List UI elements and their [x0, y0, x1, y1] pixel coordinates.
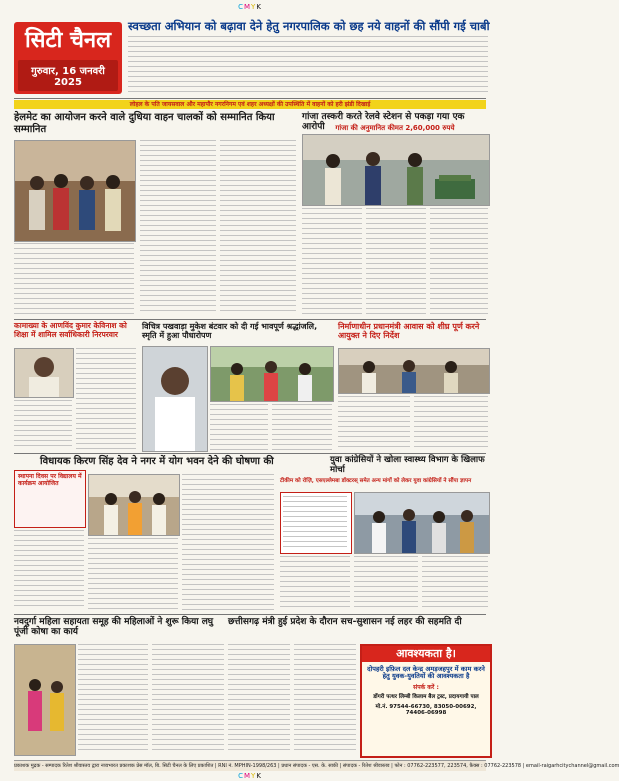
ganja-col3	[430, 208, 488, 315]
print-line-footer: प्रकाशक मुद्रक - सम्पादक रितेश श्रीवास्तव द्वारा नव्यभारत प्रकाशक प्रेस मॉल, बि. सिटी चैनल के लिए प्रकाशित | RNI नं. MPHIN-1998/263 | प्रधान संपादक - एस. के. साकी | संपादक - रितेश श्रीवास्तव | फोन : 07762-223577, 223574, फ़ैक्स : 07762-223578 | email-raigarhcitychannel@gmail.com	[14, 760, 486, 771]
yuva-col3	[422, 556, 488, 610]
helmet-photo	[14, 140, 136, 242]
chhaya-col2	[294, 644, 356, 754]
kamakhya-headline: कामाख्या के आणविंद कुमार केविनाश को शिक्षा में शामिल सर्वाधिकारी निरपरवार	[14, 321, 127, 339]
nirman-headline: निर्माणाधीन प्रधानमंत्री आवास को शीघ्र पूर्ण करने आयुक्त ने दिए निर्देश	[338, 322, 480, 341]
helmet-col2	[140, 140, 216, 315]
vichitra-col1	[210, 404, 268, 450]
yuva-col1	[280, 556, 350, 610]
masthead	[14, 22, 122, 94]
sub-caption: लोहल के पति जायसवाल और महापौर नगरनिगम एवं शहर अध्यक्षों की उपस्थिति में वाहनों को हरी झंडी दिखाई	[14, 100, 486, 109]
color-registration-bottom: CMYK	[238, 772, 262, 780]
helmet-col3	[220, 140, 296, 315]
kamakhya-portrait	[14, 348, 74, 398]
vichitra-portrait	[142, 346, 208, 452]
main-headline: स्वच्छता अभियान को बढ़ावा देने हेतु नगरपालिक को छह नये वाहनों की सौंपी गई चाबी	[128, 19, 490, 33]
ad-body: दोपहरी इफ़िल दल केन्द्र अमड़जहपुर में काम करने हेतु युवक-युवतियों की आवश्यकता है	[367, 665, 485, 681]
ad-address: डोंगरी पत्थर लिम्बी किलाम बैल ट्रस्ट, प्रदायगायी पाल	[373, 693, 479, 700]
yuva-col2	[354, 556, 418, 610]
yuva-photo	[354, 492, 490, 554]
classified-ad	[360, 644, 492, 758]
nirman-photo	[338, 348, 490, 394]
vidhayak-col2	[88, 538, 178, 610]
vichitra-col2	[272, 404, 332, 450]
ad-phone: मो.नं. 97544-66730, 83050-00692, 74406-06998	[375, 704, 477, 717]
nirman-col1	[338, 396, 410, 450]
ganja-col2	[366, 208, 426, 315]
navdurga-photo	[14, 644, 76, 756]
navdurga-col2	[152, 644, 224, 754]
yuva-headline: युवा कांग्रेसियों ने खोला स्वास्थ्य विभाग के खिलाफ मोर्चा	[330, 455, 485, 475]
vichitra-headline: विचित्र पखवाड़ा मुकेश बंटवार को दी गई भावपूर्ण श्रद्धांजलि, स्मृति में हुआ पौधारोपण	[142, 322, 318, 341]
nirman-col2	[414, 396, 488, 450]
yuva-subheadline: टीकीम को रोज़ि, एसएल्लेमबा डॉक्टरस् समेत अन्य मांगों को लेकर युवा कांग्रेसियों ने सौंपा ज्ञापन	[280, 478, 472, 484]
yuva-box-text	[283, 496, 347, 548]
helmet-col1	[14, 243, 134, 315]
kamakhya-text-left	[14, 400, 72, 450]
ganja-col1	[302, 208, 362, 315]
kamakhya-text-right	[76, 348, 136, 450]
vidhayak-col1	[14, 530, 84, 610]
ad-title: आवश्यकता है।	[362, 646, 490, 662]
sidebar-note: स्थापना दिवस पर विद्यालय में कार्यक्रम आयोजित	[18, 473, 82, 487]
sidebar-note-box	[14, 470, 86, 528]
main-story-text	[128, 36, 488, 92]
navdurga-headline: नवदुर्गा महिला सहायता समूह की महिलाओं ने शुरू किया लघु पूंजी कोषा का कार्य	[14, 617, 214, 638]
masthead-title: सिटी चैनल	[24, 28, 112, 53]
vidhayak-col3	[182, 474, 274, 610]
vidhayak-photo	[88, 474, 180, 536]
ganja-headline: गांजा तस्करी करते रेलवे स्टेशन से पकड़ा गया एक आरोपी	[302, 112, 465, 133]
ganja-photo	[302, 134, 490, 206]
ganja-subheadline: गांजा की अनुमानित कीमत 2,60,000 रुपये	[335, 124, 455, 132]
ad-contact-label: संपर्क करें :	[413, 683, 439, 691]
masthead-date: गुरुवार, 16 जनवरी 2025	[18, 60, 118, 91]
chhaya-col1	[228, 644, 290, 754]
navdurga-col1	[78, 644, 148, 754]
chhaya-headline: छत्तीसगढ़ मंत्री हुई प्रदेश के दौरान सच-सुशासन नई लहर की सहमति दी	[228, 617, 462, 627]
vichitra-photo	[210, 346, 334, 402]
vidhayak-headline: विधायक किरण सिंह देव ने नगर में योग भवन देने की घोषणा की	[40, 456, 274, 467]
helmet-headline: हेलमेट का आयोजन करने वाले दुधिया वाहन चालकों को सम्मानित किया सम्मानित	[14, 112, 275, 135]
color-registration-top: CMYK	[238, 3, 262, 11]
